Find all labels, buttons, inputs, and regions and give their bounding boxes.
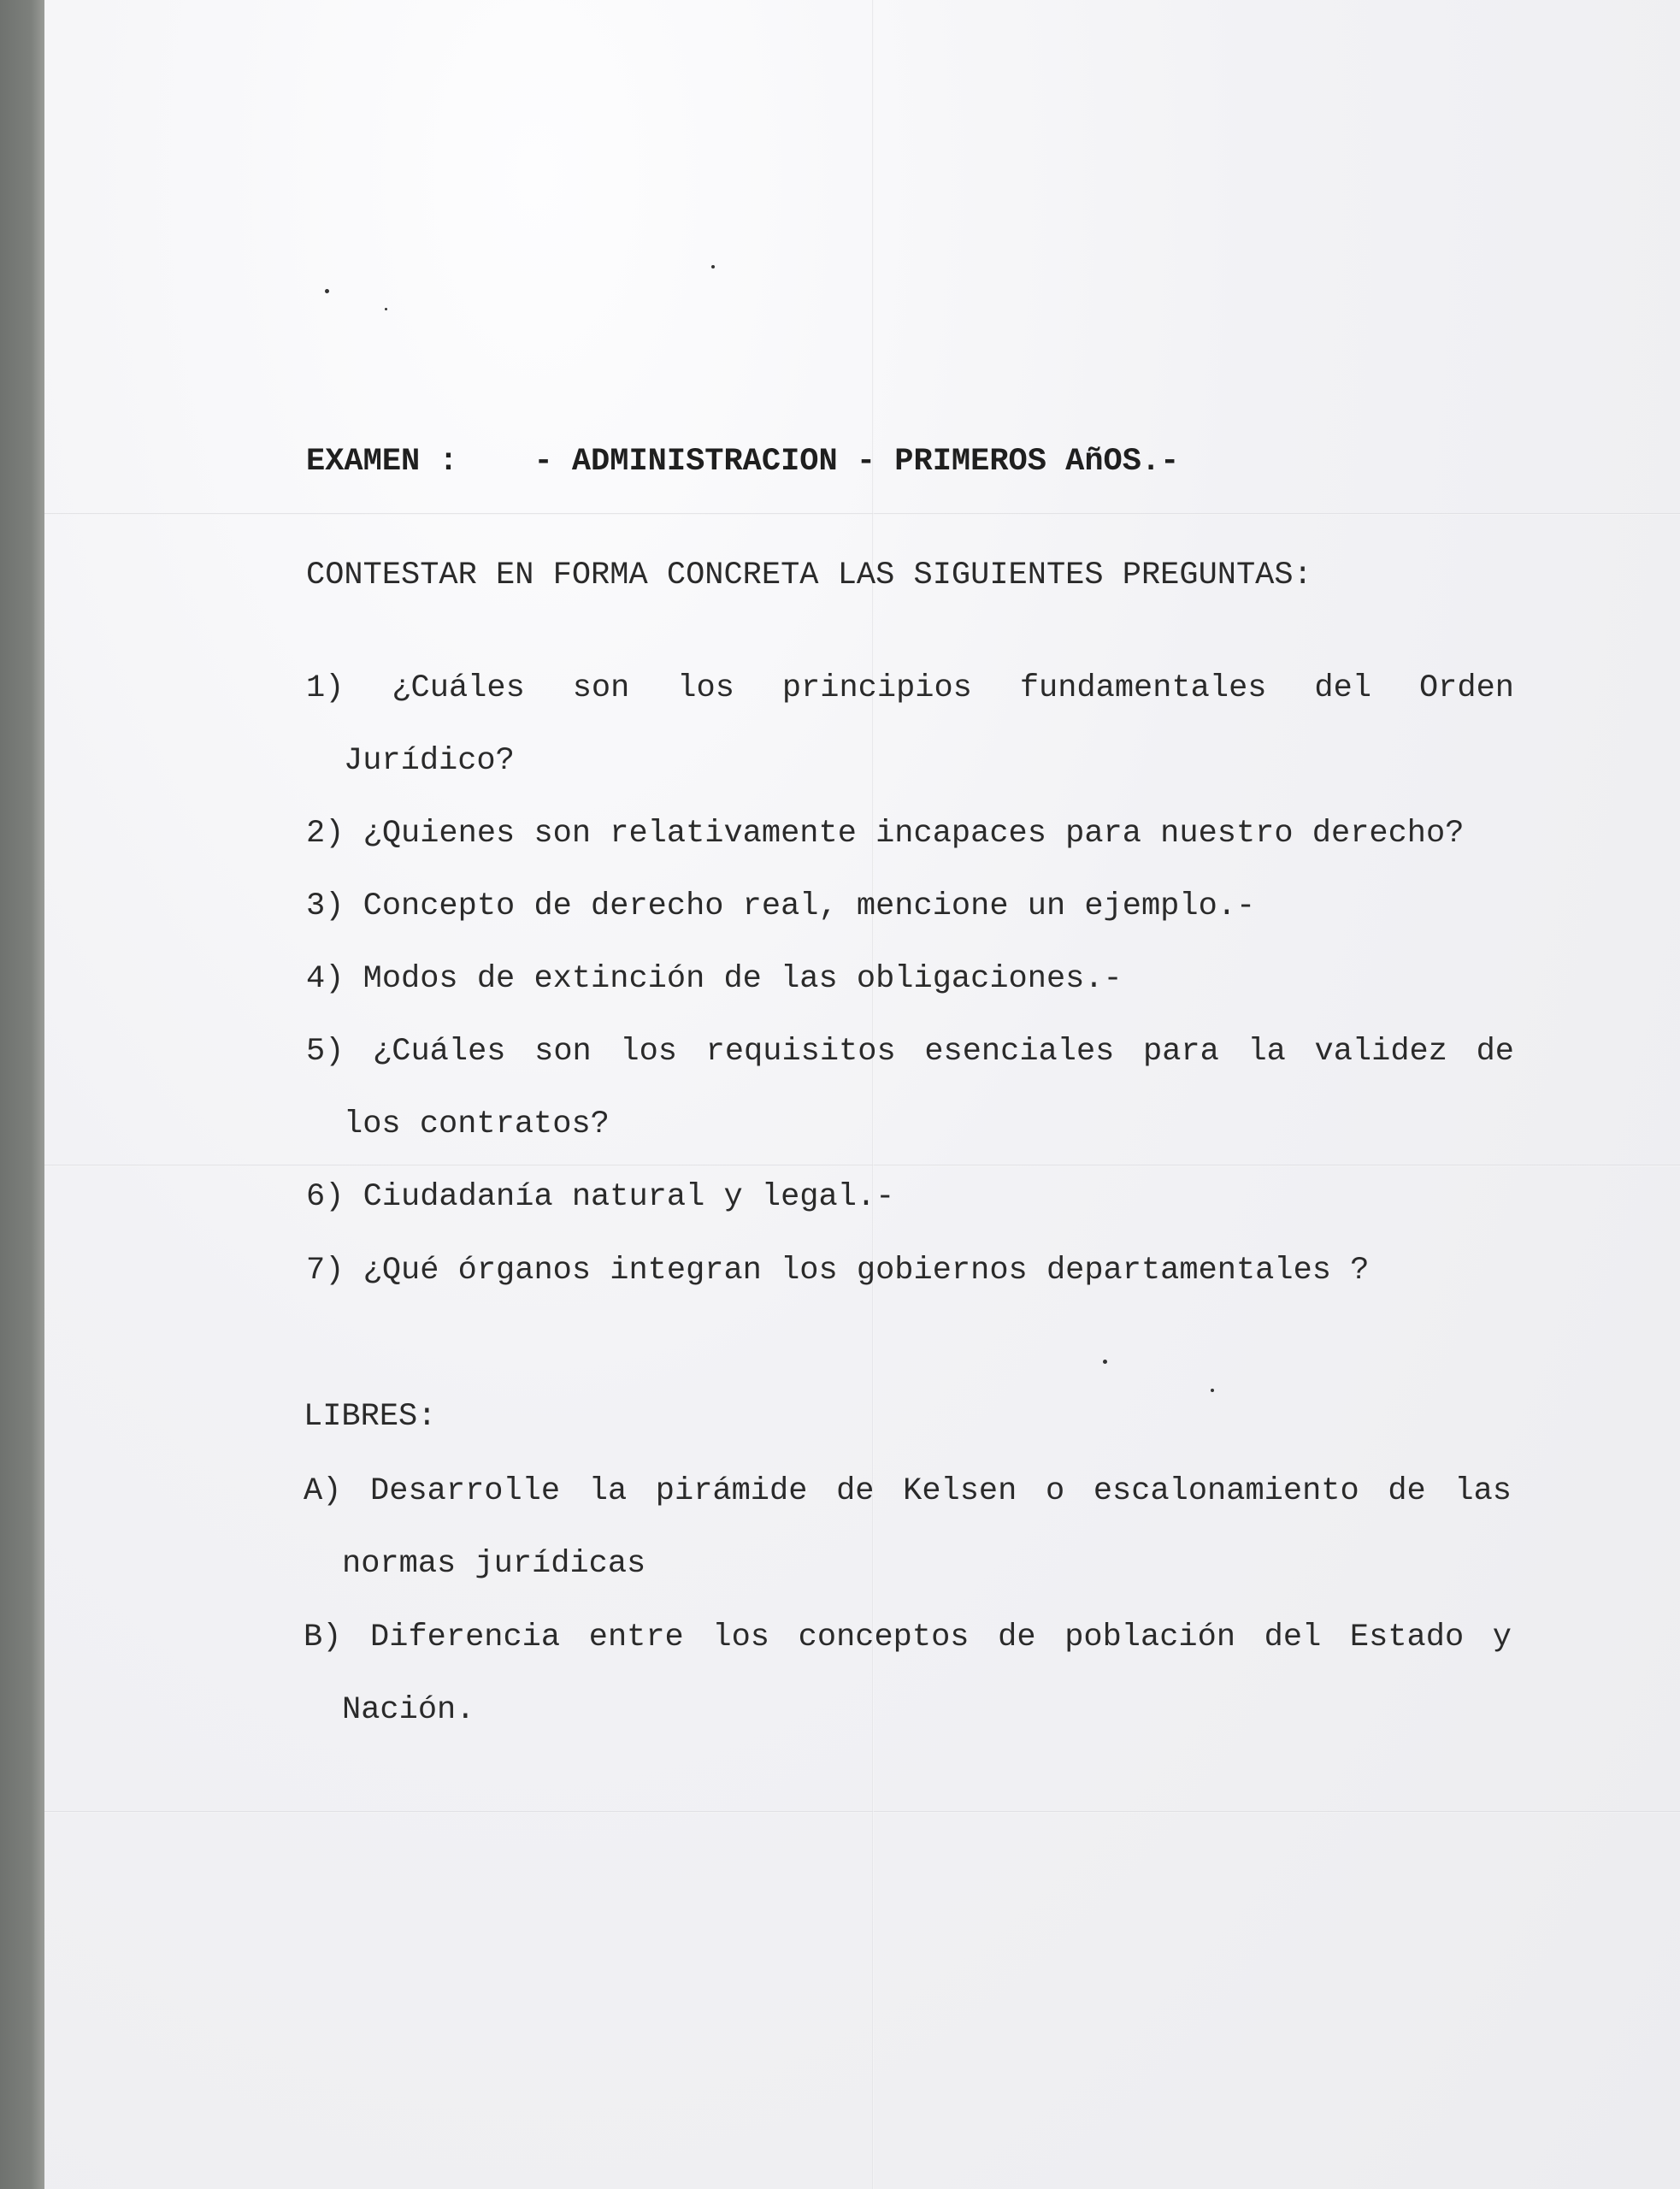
ink-speck <box>1211 1389 1214 1392</box>
free-question-b-line-1: B) Diferencia entre los conceptos de población del Estado y <box>304 1620 1512 1655</box>
ink-speck <box>711 265 715 268</box>
question-7: 7) ¿Qué órganos integran los gobiernos departamentales ? <box>306 1253 1370 1289</box>
exam-title: EXAMEN : - ADMINISTRACION - PRIMEROS AñOS.- <box>306 444 1180 480</box>
question-2: 2) ¿Quienes son relativamente incapaces para nuestro derecho? <box>306 816 1465 852</box>
paper-fold <box>44 513 1680 515</box>
paper-fold <box>44 1811 1680 1813</box>
question-4: 4) Modos de extinción de las obligaciones.- <box>306 961 1123 997</box>
paper-fold <box>44 1165 1680 1166</box>
ink-speck <box>325 289 329 293</box>
question-3: 3) Concepto de derecho real, mencione un ejemplo.- <box>306 888 1256 924</box>
question-5-line-2: los contratos? <box>344 1106 610 1142</box>
question-6: 6) Ciudadanía natural y legal.- <box>306 1179 895 1215</box>
free-question-a-line-1: A) Desarrolle la pirámide de Kelsen o escalonamiento de las <box>304 1473 1512 1509</box>
free-question-a-line-2: normas jurídicas <box>342 1546 646 1582</box>
ink-speck <box>1103 1360 1107 1364</box>
question-5-line-1: 5) ¿Cuáles son los requisitos esenciales para la validez de <box>306 1034 1514 1070</box>
ink-speck <box>385 308 387 310</box>
question-1-line-1: 1) ¿Cuáles son los principios fundamentales del Orden <box>306 670 1514 706</box>
paper-fold <box>872 0 874 2189</box>
exam-instruction: CONTESTAR EN FORMA CONCRETA LAS SIGUIENTES PREGUNTAS: <box>306 558 1312 593</box>
paper-sheet <box>44 0 1680 2189</box>
scanner-edge <box>0 0 44 2189</box>
free-question-b-line-2: Nación. <box>342 1692 475 1728</box>
free-heading: LIBRES: <box>304 1399 437 1435</box>
question-1-line-2: Jurídico? <box>344 743 515 779</box>
